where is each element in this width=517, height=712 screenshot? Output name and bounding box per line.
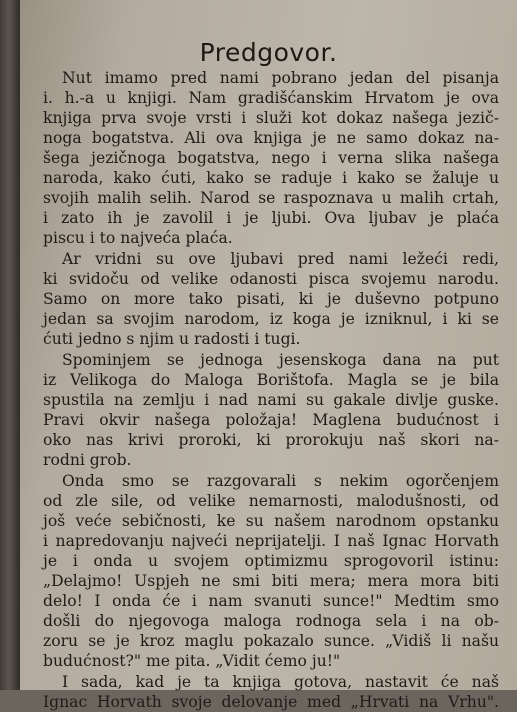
text-line: oko nas krivi proroki, ki prorokuju naš skori na- — [43, 431, 499, 449]
text-line: delo! I onda će i nam svanuti sunce!" Medtim smo — [43, 592, 499, 610]
text-line: i zato ih je zavolil i je ljubi. Ova ljubav je plaća — [43, 209, 499, 227]
text-line: noga bogatstva. Ali ova knjiga je ne samo dokaz na- — [43, 129, 499, 147]
book-gutter — [0, 0, 20, 690]
text-line: spustila na zemlju i nad nami su gakale divlje guske. — [43, 391, 499, 409]
text-line: knjiga prva svoje vrsti i služi kot dokaz našega jezič- — [43, 109, 499, 127]
text-line: „Delajmo! Uspjeh ne smi biti mera; mera mora biti — [43, 572, 499, 590]
text-line: šega jezičnoga bogatstva, nego i verna slika našega — [43, 149, 499, 167]
text-line: Spominjem se jednoga jesenskoga dana na put — [62, 351, 499, 369]
text-line: iz Velikoga do Maloga Borištofa. Magla se je bila — [43, 371, 499, 389]
text-line: Nut imamo pred nami pobrano jedan del pisanja — [62, 69, 499, 87]
text-line: Ar vridni su ove ljubavi pred nami ležeći redi, — [62, 250, 499, 268]
text-line: jedan sa svojim narodom, iz koga je izniknul, i ki se — [43, 310, 499, 328]
page-title: Predgovor. — [199, 38, 338, 67]
text-line: rodni grob. — [43, 451, 132, 469]
text-line: je i onda u svojem optimizmu sprogovoril istinu: — [43, 552, 499, 570]
text-line: svojih malih selih. Narod se raspoznava u malih crtah, — [43, 189, 499, 207]
text-line: Samo on more tako pisati, ki je duševno potpuno — [43, 290, 499, 308]
book-page — [20, 0, 517, 711]
text-line: zoru se je kroz maglu pokazalo sunce. „Vidiš li našu — [43, 632, 499, 650]
text-line: Onda smo se razgovarali s nekim ogorčenjem — [62, 472, 499, 490]
text-line: Ignac Horvath svoje delovanje med „Hrvati na Vrhu". — [43, 693, 499, 711]
text-line: ki svidoču od velike odanosti pisca svojemu narodu. — [43, 270, 499, 288]
text-line: od zle sile, od velike nemarnosti, malodušnosti, od — [43, 492, 499, 510]
text-line: naroda, kako ćuti, kako se raduje i kako se žaluje u — [43, 169, 499, 187]
text-line: još veće sebičnosti, ke su našem narodnom opstanku — [43, 512, 499, 530]
text-line: došli do njegovoga maloga rodnoga sela i na ob- — [43, 612, 499, 630]
text-line: piscu i to najveća plaća. — [43, 229, 233, 247]
text-line: i. h.-a u knjigi. Nam gradišćanskim Hrvatom je ova — [43, 89, 499, 107]
text-line: Pravi okvir našega položaja! Maglena budućnost i — [43, 411, 499, 429]
text-line: i napredovanju najveći neprijatelji. I naš Ignac Horvath — [43, 532, 499, 550]
text-line: I sada, kad je ta knjiga gotova, nastavit će naš — [62, 673, 499, 691]
text-line: budućnost?" me pita. „Vidit ćemo ju!" — [43, 652, 341, 670]
text-line: ćuti jedno s njim u radosti i tugi. — [43, 330, 301, 348]
